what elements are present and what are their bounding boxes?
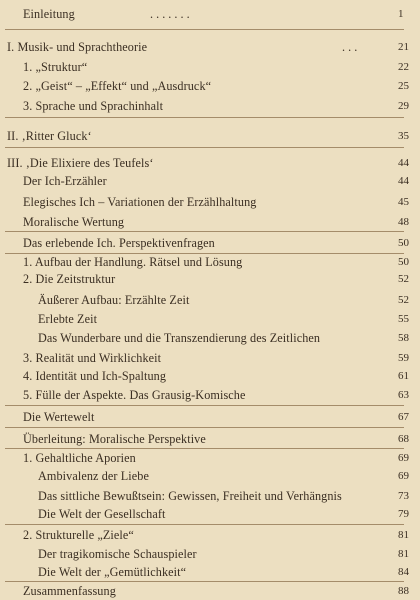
toc-entry [0, 505, 420, 523]
toc-entry-title: 1. Aufbau der Handlung. Rätsel und Lösung [23, 255, 243, 269]
toc-entry-title: Das erlebende Ich. Perspektivenfragen [23, 236, 215, 250]
toc-entry-title: Äußerer Aufbau: Erzählte Zeit [38, 293, 190, 307]
toc-page-number: 59 [398, 352, 409, 364]
toc-page-number: 67 [398, 411, 409, 423]
toc-page-number: 58 [398, 332, 409, 344]
toc-entry [0, 5, 420, 23]
toc-page-number: 35 [398, 130, 409, 142]
toc-entry-title: 2. „Geist“ – „Effekt“ und „Ausdruck“ [23, 79, 212, 93]
toc-entry [0, 526, 420, 544]
toc-entry-title: 5. Fülle der Aspekte. Das Grausig-Komische [23, 388, 246, 402]
toc-entry [0, 467, 420, 485]
toc-entry-title: Die Wertewelt [23, 410, 95, 424]
divider [5, 147, 404, 148]
toc-entry-title: Der tragikomische Schauspieler [38, 547, 197, 561]
toc-entry [0, 38, 420, 56]
toc-page-number: 69 [398, 452, 409, 464]
toc-entry-title: Elegisches Ich – Variationen der Erzählhaltung [23, 195, 257, 209]
divider [5, 524, 404, 525]
toc-entry-title: Einleitung [23, 7, 75, 21]
toc-page-number: 44 [398, 175, 409, 187]
toc-page-number: 48 [398, 216, 409, 228]
toc-entry-title: Moralische Wertung [23, 215, 125, 229]
toc-page-number: 52 [398, 273, 409, 285]
toc-page-number: 29 [398, 100, 409, 112]
toc-page-number: 68 [398, 433, 409, 445]
toc-entry [0, 127, 420, 145]
toc-entry-title: I. Musik- und Sprachtheorie [7, 40, 148, 54]
toc-leader-dots: . . . [342, 40, 358, 54]
toc-leader-dots: . . . . . . . [150, 7, 190, 21]
toc-entry [0, 291, 420, 309]
toc-entry [0, 310, 420, 328]
toc-entry [0, 97, 420, 115]
toc-entry-title: 3. Sprache und Sprachinhalt [23, 99, 164, 113]
toc-entry-title: 1. „Struktur“ [23, 60, 88, 74]
toc-entry-title: 3. Realität und Wirklichkeit [23, 351, 162, 365]
toc-entry [0, 154, 420, 172]
toc-entry-title: Das sittliche Bewußtsein: Gewissen, Freiheit und Verhängnis [38, 489, 342, 503]
toc-entry-title: III. ‚Die Elixiere des Teufels‘ [7, 156, 154, 170]
toc-page-number: 1 [398, 8, 404, 20]
toc-entry [0, 582, 420, 600]
toc-entry-title: Die Welt der Gesellschaft [38, 507, 166, 521]
toc-entry-title: Überleitung: Moralische Perspektive [23, 432, 206, 446]
toc-entry-title: 2. Strukturelle „Ziele“ [23, 528, 134, 542]
divider [5, 117, 404, 118]
toc-entry [0, 58, 420, 76]
toc-page-number: 73 [398, 490, 409, 502]
toc-entry [0, 408, 420, 426]
toc-page-number: 55 [398, 313, 409, 325]
toc-entry-title: Erlebte Zeit [38, 312, 98, 326]
toc-entry [0, 545, 420, 563]
toc-page-number: 84 [398, 566, 409, 578]
toc-entry [0, 386, 420, 404]
divider [5, 29, 404, 30]
toc-entry [0, 449, 420, 467]
toc-entry [0, 349, 420, 367]
toc-page-number: 21 [398, 41, 409, 53]
toc-entry [0, 487, 420, 505]
toc-page-number: 61 [398, 370, 409, 382]
toc-entry [0, 430, 420, 448]
toc-entry [0, 253, 420, 271]
toc-page-number: 81 [398, 548, 409, 560]
toc-page-number: 25 [398, 80, 409, 92]
divider [5, 231, 404, 232]
toc-page-number: 22 [398, 61, 409, 73]
toc-entry [0, 329, 420, 347]
toc-page-number: 50 [398, 237, 409, 249]
toc-entry-title: Die Welt der „Gemütlichkeit“ [38, 565, 187, 579]
toc-entry-title: 2. Die Zeitstruktur [23, 272, 116, 286]
toc-page-number: 50 [398, 256, 409, 268]
toc-entry-title: 4. Identität und Ich-Spaltung [23, 369, 167, 383]
toc-entry [0, 193, 420, 211]
toc-page-number: 81 [398, 529, 409, 541]
toc-entry-title: Ambivalenz der Liebe [38, 469, 149, 483]
toc-page-number: 79 [398, 508, 409, 520]
toc-page-number: 52 [398, 294, 409, 306]
toc-entry [0, 270, 420, 288]
toc-entry [0, 367, 420, 385]
toc-page-number: 63 [398, 389, 409, 401]
toc-page-number: 69 [398, 470, 409, 482]
toc-page-number: 44 [398, 157, 409, 169]
divider [5, 427, 404, 428]
toc-entry [0, 213, 420, 231]
toc-page-number: 45 [398, 196, 409, 208]
toc-entry-title: 1. Gehaltliche Aporien [23, 451, 136, 465]
toc-entry [0, 172, 420, 190]
toc-entry [0, 234, 420, 252]
toc-entry-title: Der Ich-Erzähler [23, 174, 107, 188]
toc-page-number: 88 [398, 585, 409, 597]
toc-entry-title: II. ‚Ritter Gluck‘ [7, 129, 92, 143]
toc-entry-title: Das Wunderbare und die Transzendierung des Zeitlichen [38, 331, 321, 345]
toc-entry [0, 77, 420, 95]
toc-entry [0, 563, 420, 581]
toc-entry-title: Zusammenfassung [23, 584, 116, 598]
divider [5, 405, 404, 406]
